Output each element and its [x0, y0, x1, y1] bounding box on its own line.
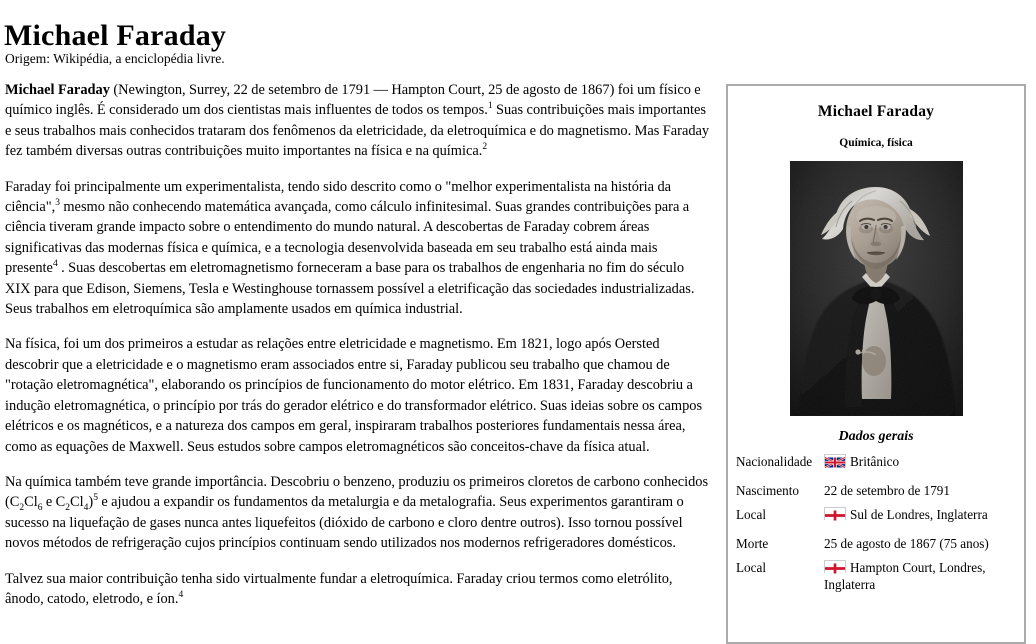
spacer-cell	[728, 470, 824, 479]
row-value-text: Hampton Court, Londres, Inglaterra	[824, 560, 986, 592]
reference-marker[interactable]: 5	[93, 493, 98, 504]
row-label: Local	[736, 507, 767, 522]
formula-subscript: 6	[37, 503, 43, 514]
paragraph-physics	[5, 334, 711, 456]
infobox-data-table	[728, 450, 1024, 593]
source-line: Origem: Wikipédia, a enciclopédia livre.	[5, 51, 225, 66]
reference-marker[interactable]: 4	[178, 590, 184, 601]
formula-close-paren: )	[88, 494, 94, 511]
row-value-text: Sul de Londres, Inglaterra	[850, 507, 988, 522]
reference-marker[interactable]: 2	[482, 142, 488, 153]
formula-element: Cl	[70, 494, 84, 511]
paragraph-experimentalist	[5, 177, 711, 320]
table-row-local-nascimento	[728, 503, 1024, 523]
table-row-nacionalidade	[728, 450, 1024, 470]
exp-text-1: Faraday foi principalmente um experimentalista, tendo sido descrito como o "melhor experimentalista na história da ciência",	[5, 178, 672, 216]
formula-element: Cl	[24, 494, 38, 511]
england-flag-icon	[824, 560, 846, 573]
exp-text-3: . Suas descobertas em eletromagnetismo forneceram a base para os trabalhos de engenharia no fim do século XIX para que Edison, Siemens, Tesla e Westinghouse tornassem possível a eletrificação das sociedades industrializadas. Seus trabalhos em eletroquímica são amplamente usados em química industrial.	[5, 260, 695, 318]
table-row-nascimento	[728, 479, 1024, 499]
reference-marker[interactable]: 4	[52, 259, 58, 270]
formula-subscript: 2	[65, 503, 71, 514]
portrait-image[interactable]	[790, 161, 963, 416]
infobox-portrait-wrapper	[728, 161, 1024, 416]
row-label: Nacionalidade	[736, 454, 813, 469]
physics-text: Na física, foi um dos primeiros a estudar as relações entre eletricidade e magnetismo. Em 1821, logo após Oersted descobrir que a eletricidade e o magnetismo eram associados entre si, Faraday publicou seu trabalho que chamou de "rotação eletromagnética", elaborando os princípios de funcionamento do motor elétrico. Em 1831, Faraday descobriu a indução eletromagnética, o princípio por trás do gerador elétrico e do transformador elétrico. Suas ideias sobre os campos elétricos e os magnéticos, e a natureza dos campos em geral, inspiraram trabalhos posteriores fundamentais nessa área, como as equações de Maxwell. Seus estudos sobre campos eletromagnéticos são conceitos-chave da física atual.	[5, 336, 703, 455]
paragraph-chemistry	[5, 472, 711, 554]
spacer-cell	[824, 470, 1024, 479]
exp-text-2: mesmo não conhecendo matemática avançada, como cálculo infinitesimal. Suas grandes contribuições para a ciência tiveram grande impacto sobre o entendimento do mundo natural. A descobertas de Faraday cobrem áreas significativas das modernas física e química, e a tecnologia desenvolvida baseada em seu trabalho está ainda mais presente	[5, 199, 690, 277]
table-row-morte	[728, 532, 1024, 552]
row-value-text: Britânico	[850, 454, 900, 469]
spacer-cell	[824, 523, 1024, 532]
row-value	[824, 450, 1024, 470]
reference-marker[interactable]: 3	[55, 198, 60, 209]
page-title: Michael Faraday	[4, 19, 227, 53]
reference-marker[interactable]: 1	[487, 101, 493, 112]
paragraph-lead	[5, 80, 711, 162]
row-spacer	[728, 523, 1024, 532]
row-label: Local	[736, 560, 767, 575]
lead-text-1: (Newington, Surrey, 22 de setembro de 1791 — Hampton Court, 25 de agosto de 1867) foi um físico e químico inglês. É considerado um dos cientistas mais influentes de todos os tempos.	[5, 82, 701, 119]
table-row-local-morte	[728, 556, 1024, 593]
row-value	[824, 503, 1024, 523]
lead-text-2: Suas contribuições mais importantes e seus trabalhos mais conhecidos trataram dos fenômenos da eletricidade, da eletroquímica e do magnetismo. Mas Faraday fez também diversas outras contribuições muito importantes na física e na química.	[5, 102, 710, 160]
electro-text: Talvez sua maior contribuição tenha sido virtualmente fundar a eletroquímica. Faraday criou termos como eletrólito, ânodo, catodo, eletrodo, e íon.	[5, 570, 673, 607]
row-value	[824, 556, 1024, 593]
infobox-section-header: Dados gerais	[838, 429, 914, 444]
lead-bold-name: Michael Faraday	[5, 82, 110, 98]
union-jack-flag-icon	[824, 454, 846, 467]
chem-text-2: e ajudou a expandir os fundamentos da metalurgia e da metalografia. Seus experimentos garantiram o sucesso na liquefação de gases nunca antes liquefeitos (dióxido de carbono e cloro dentre outros). Isso tornou possível novos métodos de refrigeração cujos princípios continuam sendo utilizados nos modernos refrigeradores domésticos.	[5, 494, 684, 552]
formula-joiner: e C	[42, 494, 66, 511]
row-label: Nascimento	[736, 483, 799, 498]
article-body	[5, 80, 711, 624]
infobox	[726, 84, 1026, 644]
formula-subscript: 2	[19, 503, 25, 514]
row-label: Morte	[736, 536, 769, 551]
paragraph-electrochemistry	[5, 569, 711, 610]
row-value: 22 de setembro de 1791	[824, 483, 950, 498]
infobox-subtitle: Química, física	[839, 137, 913, 149]
england-flag-icon	[824, 507, 846, 520]
chem-text-1: Na química também teve grande importância. Descobriu o benzeno, produziu os primeiros cloretos de carbono conhecidos (C	[5, 473, 709, 511]
row-value: 25 de agosto de 1867 (75 anos)	[824, 536, 989, 551]
infobox-title: Michael Faraday	[817, 103, 935, 120]
formula-subscript: 4	[83, 503, 89, 514]
spacer-cell	[728, 523, 824, 532]
row-spacer	[728, 470, 1024, 479]
